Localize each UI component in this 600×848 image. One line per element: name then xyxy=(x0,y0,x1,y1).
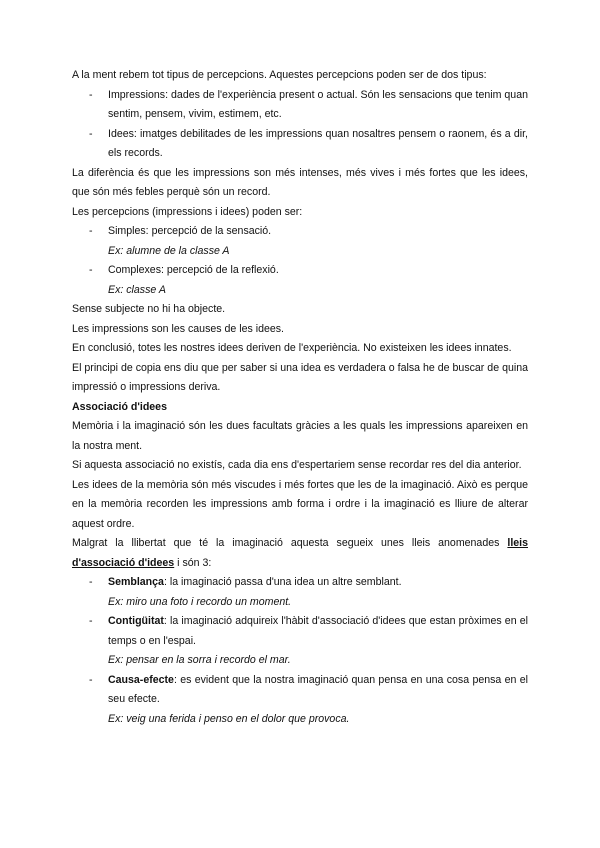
laws-paragraph xyxy=(72,534,528,573)
conclusion-paragraph: En conclusió, totes les nostres idees deriven de l'experiència. No existeixen les idees innates. xyxy=(72,342,512,354)
laws-term: lleis d'associació d'idees xyxy=(72,537,528,569)
example-text: Ex: classe A xyxy=(108,283,166,296)
list-item xyxy=(72,261,528,281)
law-description: : la imaginació passa d'una idea un altre semblant. xyxy=(163,576,402,588)
list-item xyxy=(72,671,528,710)
if-paragraph: Si aquesta associació no existís, cada dia ens d'espertariem sense recordar res del dia anterior. xyxy=(72,459,522,471)
bullet-dash: - xyxy=(89,127,93,140)
list-item-text: Impressions: dades de l'experiència present o actual. Són les sensacions que tenim quan sentim, pensem, vivim, estimem, etc. xyxy=(108,88,528,120)
intro-paragraph: A la ment rebem tot tipus de percepcions. Aquestes percepcions poden ser de dos tipus: xyxy=(72,69,487,81)
law-term: Semblança xyxy=(108,576,164,588)
bullet-dash: - xyxy=(89,615,93,627)
laws-text-before: Malgrat la llibertat que té la imaginació aquesta segueix unes lleis anomenades xyxy=(72,537,508,549)
list-item-text: Complexes: percepció de la reflexió. xyxy=(108,264,279,276)
causes-paragraph: Les impressions son les causes de les idees. xyxy=(72,322,284,335)
list-item xyxy=(72,125,528,164)
difference-paragraph: La diferència és que les impressions son més intenses, més vives i més fortes que les idees, que són més febles perquè són un record. xyxy=(72,166,528,198)
bullet-dash: - xyxy=(89,576,93,588)
list-item xyxy=(72,86,528,125)
bullet-dash: - xyxy=(89,88,93,101)
list-item-text: Simples: percepció de la sensació. xyxy=(108,225,272,237)
subject-paragraph: Sense subjecte no hi ha objecte. xyxy=(72,303,226,315)
list-item-text xyxy=(108,573,528,593)
example-text: Ex: pensar en la sorra i recordo el mar. xyxy=(108,654,291,666)
list-item xyxy=(72,612,528,651)
example-text: Ex: miro una foto i recordo un moment. xyxy=(108,595,292,608)
list-item xyxy=(72,222,528,242)
laws-text-after: i són 3: xyxy=(174,556,212,569)
bullet-dash: - xyxy=(89,225,93,237)
law-term: Contigüitat xyxy=(108,615,164,627)
list-item-text xyxy=(108,612,528,651)
example-text: Ex: veig una ferida i penso en el dolor que provoca. xyxy=(108,712,350,725)
perceptions-paragraph: Les percepcions (impressions i idees) poden ser: xyxy=(72,205,303,218)
bullet-dash: - xyxy=(89,673,93,686)
section-heading: Associació d'idees xyxy=(72,400,167,413)
list-item-text xyxy=(108,671,528,710)
law-term: Causa-efecte xyxy=(108,673,174,686)
memory-ideas-paragraph: Les idees de la memòria són més viscudes i més fortes que les de la imaginació. Això es perque en la memòria recorden les impressions amb forma i ordre i la imaginació es lliure de alterar aquest ordre. xyxy=(72,478,528,530)
memory-paragraph: Memòria i la imaginació són les dues facultats gràcies a les quals les impressions apareixen en la nostra ment. xyxy=(72,420,528,452)
law-description: : la imaginació adquireix l'hàbit d'associació d'idees que estan pròximes en el temps o en l'espai. xyxy=(108,615,528,647)
list-item xyxy=(72,573,528,593)
law-description: : es evident que la nostra imaginació quan pensa en una cosa pensa en el seu efecte. xyxy=(108,673,528,705)
bullet-dash: - xyxy=(89,264,93,276)
list-item-text: Idees: imatges debilitades de les impressions quan nosaltres pensem o raonem, és a dir, els records. xyxy=(108,127,528,159)
copy-principle-paragraph: El principi de copia ens diu que per saber si una idea es verdadera o falsa he de buscar de quina impressió o impressions deriva. xyxy=(72,361,528,393)
example-text: Ex: alumne de la classe A xyxy=(108,244,230,257)
document-page xyxy=(72,66,528,729)
